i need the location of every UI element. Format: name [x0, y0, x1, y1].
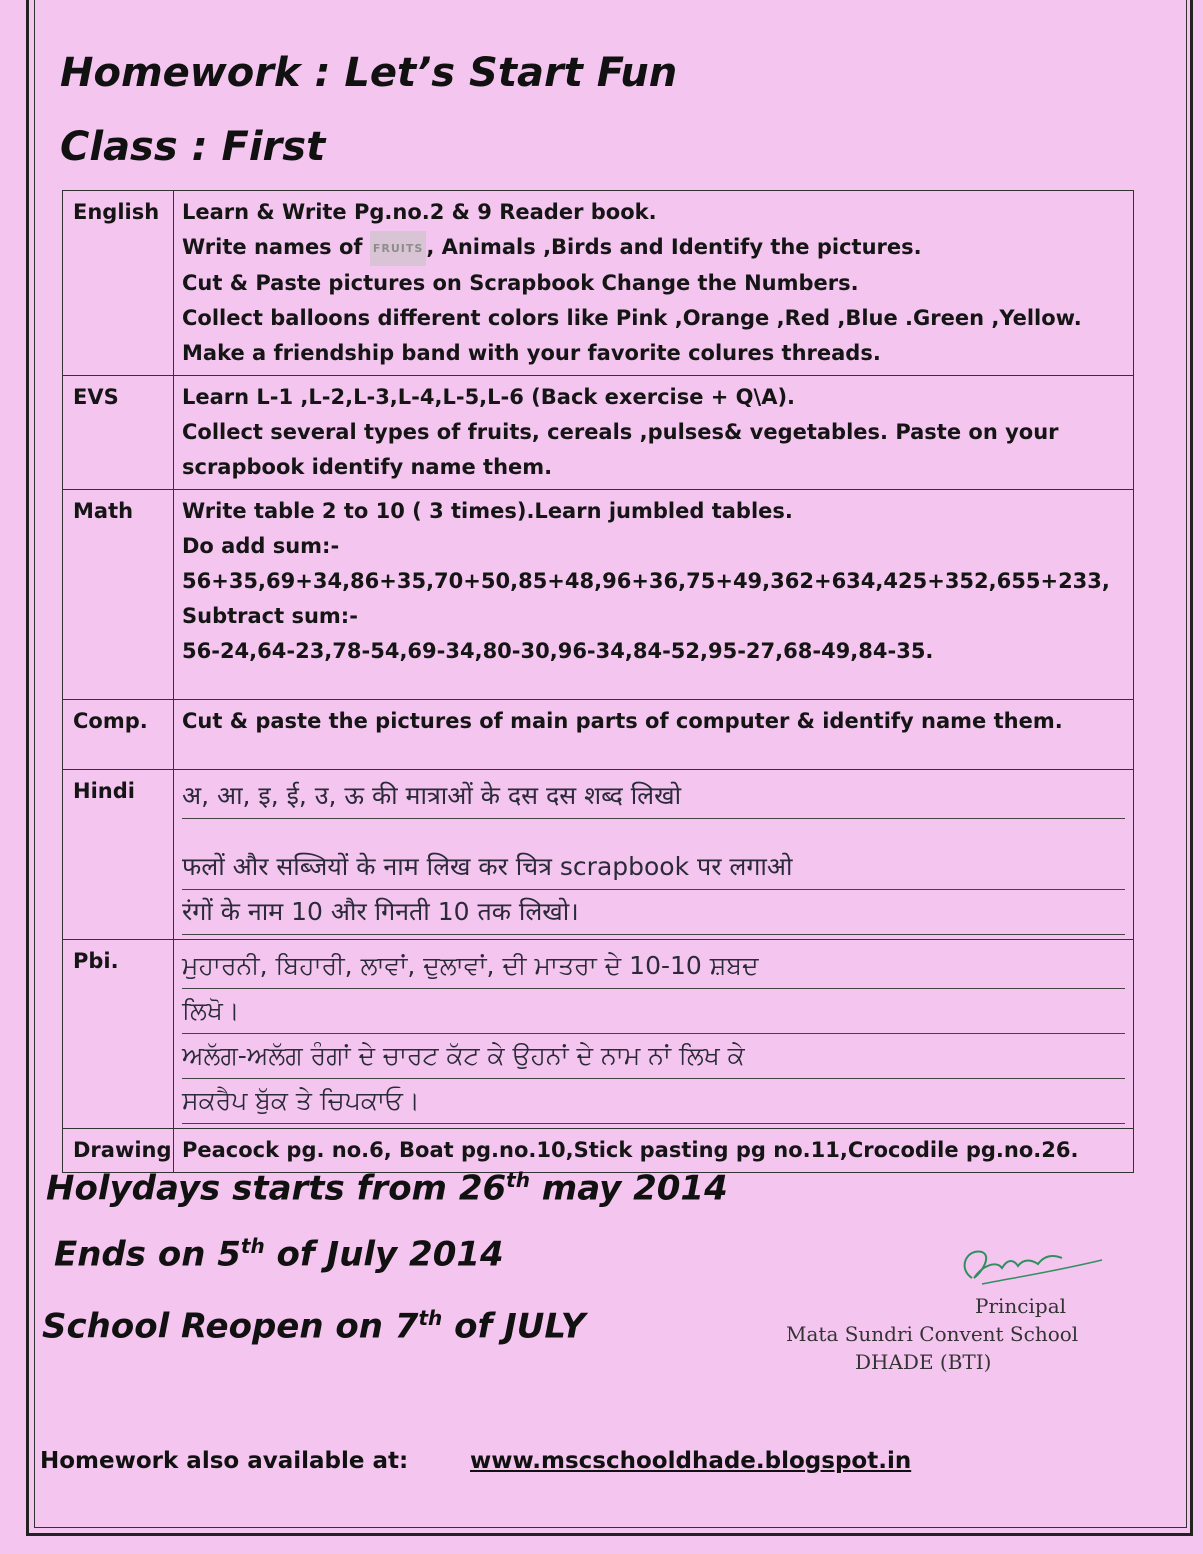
- subject-drawing: Drawing: [63, 1128, 174, 1172]
- ordinal-suffix: th: [240, 1234, 265, 1258]
- principal-signature: [952, 1238, 1112, 1294]
- task-line: Learn L-1 ,L-2,L-3,L-4,L-5,L-6 (Back exercise + Q\A).: [182, 384, 796, 409]
- table-row-comp: [63, 699, 1134, 769]
- ordinal-suffix: th: [506, 1168, 530, 1192]
- blog-link[interactable]: www.mscschooldhade.blogspot.in: [470, 1448, 912, 1474]
- task-line: Collect several types of fruits, cereals ,pulses& vegetables. Paste on your: [182, 419, 1059, 444]
- tasks-pbi: [174, 939, 1134, 1128]
- handwritten-line: ਮੁਹਾਰਨੀ, ਬਿਹਾਰੀ, ਲਾਵਾਂ, ਦੁਲਾਵਾਂ, ਦੀ ਮਾਤਰਾ ਦੇ 10-10 ਸ਼ਬਦ: [182, 944, 1125, 989]
- tasks-drawing: [174, 1128, 1134, 1172]
- subject-comp: Comp.: [63, 699, 174, 769]
- task-line: Subtract sum:-: [182, 603, 358, 628]
- holiday-text: School Reopen on 7: [42, 1306, 419, 1347]
- task-line: 56-24,64-23,78-54,69-34,80-30,96-34,84-52,95-27,68-49,84-35.: [182, 638, 934, 663]
- school-reopen-line: [42, 1306, 585, 1346]
- tasks-evs: [174, 375, 1134, 489]
- holiday-text: of July 2014: [264, 1234, 504, 1275]
- spacer: [182, 819, 1125, 845]
- task-line: Write table 2 to 10 ( 3 times).Learn jumbled tables.: [182, 498, 793, 523]
- table-row-english: [63, 191, 1134, 376]
- table-row-math: [63, 489, 1134, 699]
- handwritten-line: ਅਲੱਗ-ਅਲੱਗ ਰੰਗਾਂ ਦੇ ਚਾਰਟ ਕੱਟ ਕੇ ਉਹਨਾਂ ਦੇ ਨਾਮ ਨਾਂ ਲਿਖ ਕੇ: [182, 1034, 1125, 1079]
- handwritten-line: ਲਿਖੋ।: [182, 989, 1125, 1034]
- tasks-english: [174, 191, 1134, 376]
- task-line: 56+35,69+34,86+35,70+50,85+48,96+36,75+49,362+634,425+352,655+233,: [182, 568, 1110, 593]
- task-text: Write names of: [182, 235, 363, 259]
- faded-word: FRUITS: [370, 231, 426, 266]
- task-line: Collect balloons different colors like Pink ,Orange ,Red ,Blue .Green ,Yellow.: [182, 305, 1082, 330]
- subject-pbi: Pbi.: [63, 939, 174, 1128]
- footer-label: Homework also available at:: [40, 1448, 409, 1474]
- tasks-comp: [174, 699, 1134, 769]
- handwritten-line: ਸਕਰੈਪ ਬੁੱਕ ਤੇ ਚਿਪਕਾਓ।: [182, 1079, 1125, 1124]
- principal-place: DHADE (BTI): [855, 1350, 992, 1374]
- subject-hindi: Hindi: [63, 769, 174, 939]
- class-heading: Class : First: [60, 124, 326, 170]
- page-title: Homework : Let’s Start Fun: [60, 50, 678, 96]
- tasks-hindi: [174, 769, 1134, 939]
- spacer: [182, 739, 1125, 765]
- task-line: Cut & Paste pictures on Scrapbook Change the Numbers.: [182, 270, 859, 295]
- homework-table: [62, 190, 1134, 1173]
- handwritten-line: फलों और सब्जियों के नाम लिख कर चित्र scrapbook पर लगाओ: [182, 845, 1125, 890]
- handwritten-line: रंगों के नाम 10 और गिनती 10 तक लिखो।: [182, 890, 1125, 935]
- task-line: Peacock pg. no.6, Boat pg.no.10,Stick pasting pg no.11,Crocodile pg.no.26.: [182, 1137, 1079, 1162]
- holiday-text: Ends on 5: [54, 1234, 241, 1275]
- subject-evs: EVS: [63, 375, 174, 489]
- table-row-drawing: [63, 1128, 1134, 1172]
- holiday-text: may 2014: [529, 1168, 728, 1209]
- table-row-evs: [63, 375, 1134, 489]
- task-line: Learn & Write Pg.no.2 & 9 Reader book.: [182, 200, 657, 224]
- principal-title: Principal: [975, 1294, 1067, 1318]
- task-line: Make a friendship band with your favorite colures threads.: [182, 340, 881, 365]
- holiday-end-line: [54, 1234, 504, 1274]
- subject-english: English: [63, 191, 174, 376]
- holiday-start-line: [46, 1168, 728, 1208]
- subject-math: Math: [63, 489, 174, 699]
- ordinal-suffix: th: [418, 1306, 443, 1330]
- holiday-text: Holydays starts from 26: [46, 1168, 507, 1209]
- spacer: [182, 669, 1125, 695]
- table-row-pbi: [63, 939, 1134, 1128]
- principal-school: Mata Sundri Convent School: [786, 1322, 1079, 1346]
- task-line: [182, 230, 1125, 266]
- holiday-text: of JULY: [442, 1306, 586, 1347]
- table-row-hindi: [63, 769, 1134, 939]
- tasks-math: [174, 489, 1134, 699]
- task-line: scrapbook identify name them.: [182, 454, 553, 479]
- task-text: , Animals ,Birds and Identify the pictures.: [426, 235, 922, 259]
- task-line: Do add sum:-: [182, 533, 340, 558]
- task-line: Cut & paste the pictures of main parts of computer & identify name them.: [182, 708, 1063, 733]
- handwritten-line: अ, आ, इ, ई, उ, ऊ की मात्राओं के दस दस शब्द लिखो: [182, 774, 1125, 819]
